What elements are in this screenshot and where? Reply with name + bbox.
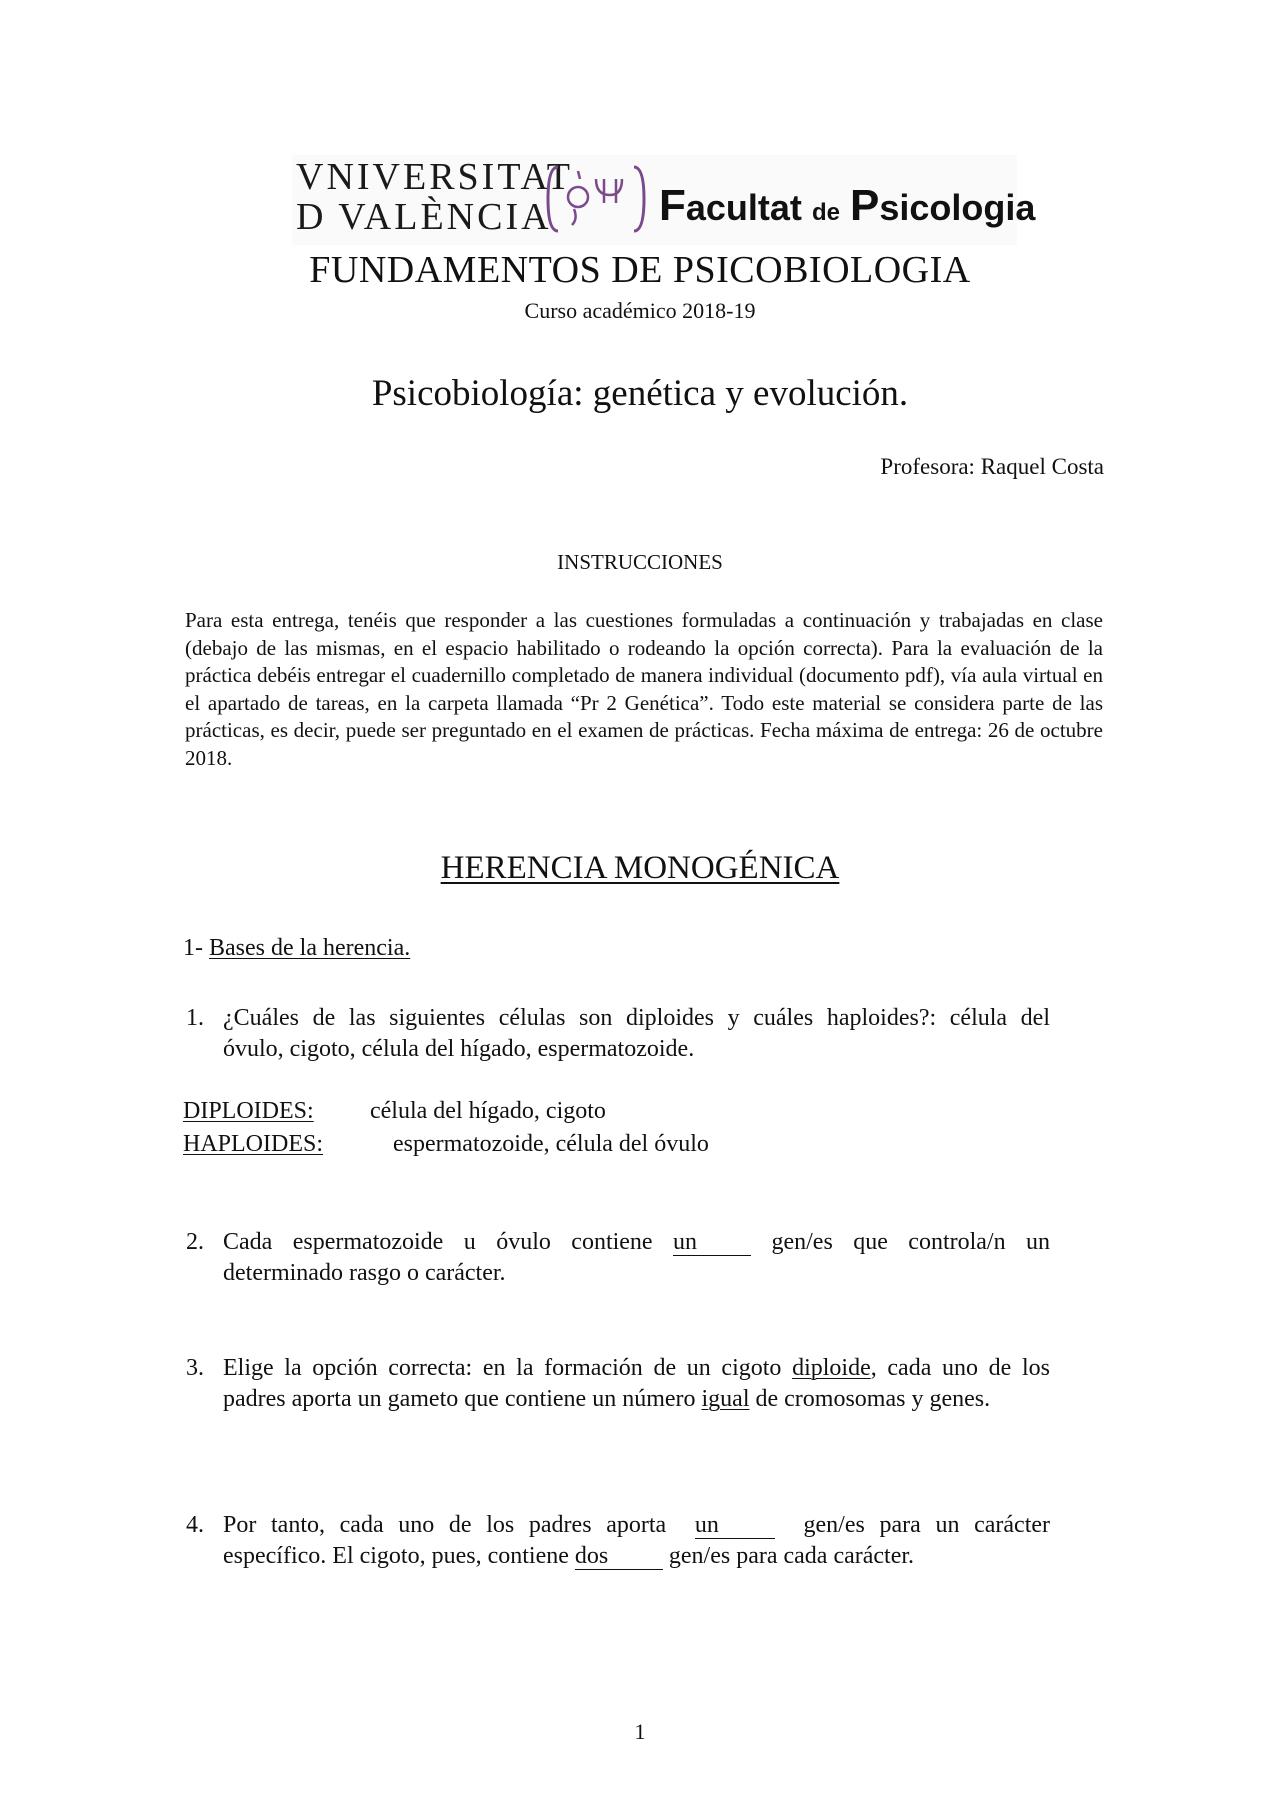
question-4: 4. Por tanto, cada uno de los padres aporta un gen/es para un carácter específico. El cigoto, pues, contiene dos gen/es para cada carácter. xyxy=(186,1512,1051,1569)
university-logo xyxy=(292,155,1036,245)
question-2: 2. Cada espermatozoide u óvulo contiene un gen/es que controla/n un determinado rasgo o carácter. xyxy=(186,1229,1051,1286)
page-number: 1 xyxy=(634,1719,646,1744)
academic-year: Curso académico 2018-19 xyxy=(524,298,756,323)
question-3-choice-diploide: diploide xyxy=(792,1355,871,1381)
diploid-label: DIPLOIDES: xyxy=(183,1098,314,1124)
question-1: 1. ¿Cuáles de las siguientes células son diploides y cuáles haploides?: célula del óvulo, cigoto, célula del hígado, espermatozoide. xyxy=(186,1003,1050,1065)
instructions-heading: INSTRUCCIONES xyxy=(557,550,723,574)
faculty-emblem-icon xyxy=(544,161,648,237)
subsection-heading: 1- Bases de la herencia. xyxy=(183,935,411,961)
question-1-line2: óvulo, cigoto, célula del hígado, espermatozoide. xyxy=(223,1036,695,1062)
faculty-name: Facultat de Psicologia xyxy=(659,181,1036,230)
instructions-body: Para esta entrega, tenéis que responder a las cuestiones formuladas a continuación y trabajadas en clase (debajo de las mismas, en el espacio habilitado o rodeando la opción correcta). Para la evaluación de la práctica debéis entregar el cuadernillo completado de manera individual (documento pdf), vía aula virtual en el apartado de tareas, en la carpeta llamada “Pr 2 Genética”. Todo este material se considera parte de las prácticas, es decir, puede ser preguntado en el examen de prácticas. Fecha máxima de entrega: 26 de octubre 2018. xyxy=(185,608,1103,770)
question-3-choice-igual: igual xyxy=(701,1386,750,1412)
logo-university-line1: VNIVERSITAT xyxy=(296,156,573,198)
question-4-answer-blank-2: dos xyxy=(575,1543,663,1570)
logo-university-line2: D VALÈNCIA xyxy=(296,196,552,238)
question-3: 3. Elige la opción correcta: en la formación de un cigoto diploide, cada uno de los padres aporta un gameto que contiene un número igual de cromosomas y genes. xyxy=(186,1355,1050,1412)
course-title: FUNDAMENTOS DE PSICOBIOLOGIA xyxy=(309,249,971,291)
haploid-label: HAPLOIDES: xyxy=(183,1131,324,1157)
question-4-answer-blank-1: un xyxy=(695,1512,775,1539)
section-title: HERENCIA MONOGÉNICA xyxy=(440,850,840,886)
diploid-answer: célula del hígado, cigoto xyxy=(370,1098,606,1124)
question-2-answer-blank: un xyxy=(673,1229,751,1256)
professor-name: Profesora: Raquel Costa xyxy=(880,454,1104,479)
haploid-answer: espermatozoide, célula del óvulo xyxy=(393,1131,709,1157)
topic-title: Psicobiología: genética y evolución. xyxy=(371,373,909,414)
question-1-line1: ¿Cuáles de las siguientes células son diploides y cuáles haploides?: célula del xyxy=(223,1005,1050,1031)
